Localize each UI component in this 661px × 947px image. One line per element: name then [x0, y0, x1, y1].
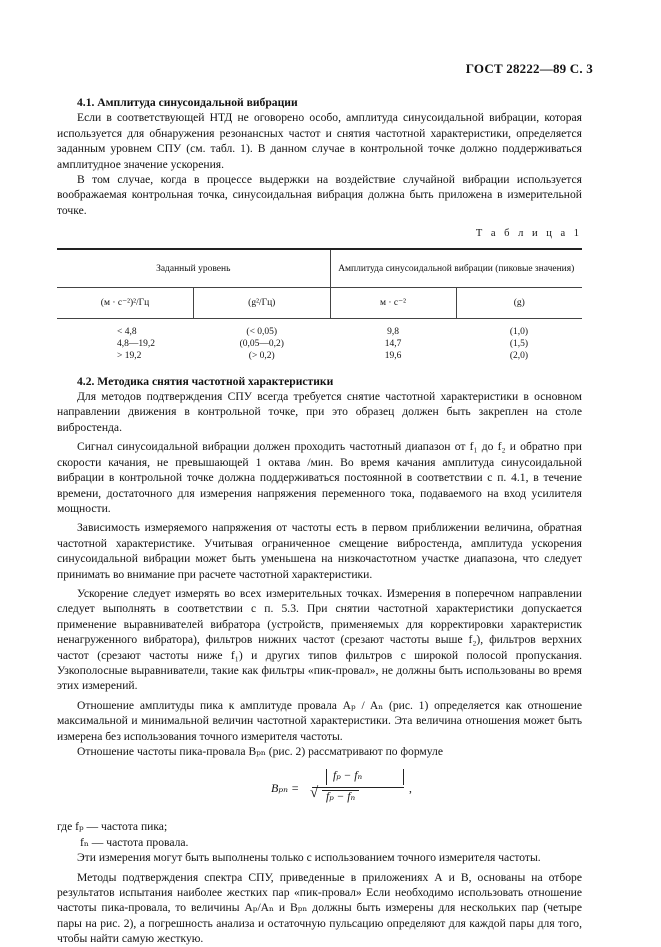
paragraph: Сигнал синусоидальной вибрации должен проходить частотный диапазон от f₁ до f₂ и обратно при скорости качания, не превышающей 1 октава /мин. Во время качания амплитуда синусоидальной вибрации в контрольной точке должна поддерживаться постоянной в соответствии с п. 4.1, в течение времени, достаточного для измерения напряжения переменного тока, подаваемого на вход усилителя мощности. [57, 440, 582, 515]
definitions [57, 819, 582, 850]
table-cell: 9,8 [387, 326, 399, 337]
table-cell: < 4,8 [117, 326, 137, 337]
table-cell: 14,7 [384, 338, 402, 349]
table-col-header: (g) [456, 287, 582, 318]
table-cell: 4,8—19,2 [117, 338, 155, 349]
table-group-header: Амплитуда синусоидальной вибрации (пиковые значения) [330, 249, 582, 288]
page-header: ГОСТ 28222—89 С. 3 [465, 61, 593, 76]
paragraph: Если в соответствующей НТД не оговорено особо, амплитуда синусоидальной вибрации, которая используется для обнаружения резонансных частот и снятия частотной характеристики, определяется заданным уровнем СПУ (см. табл. 1). В данном случае в контрольной точке должно поддерживаться амплитудное значение ускорения. [57, 111, 582, 171]
definition: fₙ — частота провала. [80, 835, 189, 849]
table-col-header: (g²/Гц) [194, 287, 331, 318]
table-cell: 19,6 [384, 350, 402, 361]
table-cell: > 19,2 [117, 350, 142, 361]
section-4-1-title: 4.1. Амплитуда синусоидальной вибрации [77, 96, 298, 109]
formula-numerator: fₚ − fₙ [326, 769, 404, 784]
table-cell: (1,5) [509, 338, 529, 349]
formula-denominator: fₚ − fₙ [322, 790, 359, 803]
paragraph: Ускорение следует измерять во всех измерительных точках. Измерения в поперечном направлении следует выполнять в соответствии с п. 5.3. При снятии частотной характеристики допускается применение выравнивателей вибратора (устройств, применяемых для корректировки характеристик ненагруженного вибратора), фильтров нижних частот (срезают частоты выше f₂), фильтров верхних частот (срезают частоты ниже f₁) и других типов фильтров с широкой полосой пропускания. Узкополосные выравниватели, такие как фильтры «пик-провал», не должны быть использованы во время этих измерений. [57, 586, 582, 693]
paragraph: Отношение частоты пика-провала Bₚₙ (рис. 2) рассматривают по формуле [77, 745, 443, 758]
paragraph: В том случае, когда в процессе выдержки на воздействие случайной вибрации используется воображаемая контрольная точка, синусоидальная вибрация должна быть приложена в измерительной точке. [57, 173, 582, 217]
definition: где fₚ — частота пика; [57, 820, 168, 834]
formula [57, 765, 582, 817]
formula-comma: , [409, 782, 412, 796]
paragraph: Методы подтверждения спектра СПУ, приведенные в приложениях А и В, основаны на отборе результатов испытания наиболее жестких пар «пик-провал» Если необходимо использовать отношение частоты пика-провала, то величины Aₚ/Aₙ и Bₚₙ должны быть измерены для нескольких пар (четыре пары на рис. 2), а погрешность анализа и остаточную пульсацию определяют для каждой пары для того, чтобы найти самую жесткую. [57, 870, 582, 946]
table-col-header: м · с⁻² [330, 287, 456, 318]
document-body [57, 95, 582, 947]
formula-lhs: Bₚₙ = [271, 781, 300, 796]
paragraph: Зависимость измеряемого напряжения от частоты есть в первом приближении величина, обратная частотной характеристике. Учитывая ограниченное смещение вибростенда, амплитуда ускорения синусоидальной вибрации может быть уменьшена на низкочастотном участке диапазона, что следует принимать во внимание при расчете частотной характеристики. [57, 521, 582, 581]
table-col-header: (м · с⁻²)²/Гц [57, 287, 194, 318]
table-group-header: Заданный уровень [57, 249, 330, 288]
table-caption: Т а б л и ц а 1 [475, 228, 582, 240]
paragraph: Для методов подтверждения СПУ всегда требуется снятие частотной характеристики в основном направлении движения в контрольной точке, при это образец должен быть закреплен на столе вибростенда. [57, 390, 582, 434]
paragraph: Отношение амплитуды пика к амплитуде провала Aₚ / Aₙ (рис. 1) определяется как отношение максимальной и минимальной величин частотной характеристики. Эта величина отношения может быть измерена без использования точного измерителя частоты. [57, 698, 582, 743]
table-body [57, 318, 582, 362]
table-cell: (1,0) [509, 326, 529, 337]
table-cell: (0,05—0,2) [239, 338, 284, 349]
section-4-2-title: 4.2. Методика снятия частотной характеристики [77, 374, 334, 388]
table-cell: (> 0,2) [248, 350, 275, 361]
table-1 [57, 248, 582, 362]
table-cell: (2,0) [509, 350, 529, 361]
paragraph: Эти измерения могут быть выполнены только с использованием точного измерителя частоты. [77, 851, 541, 865]
table-cell: (< 0,05) [246, 326, 278, 337]
